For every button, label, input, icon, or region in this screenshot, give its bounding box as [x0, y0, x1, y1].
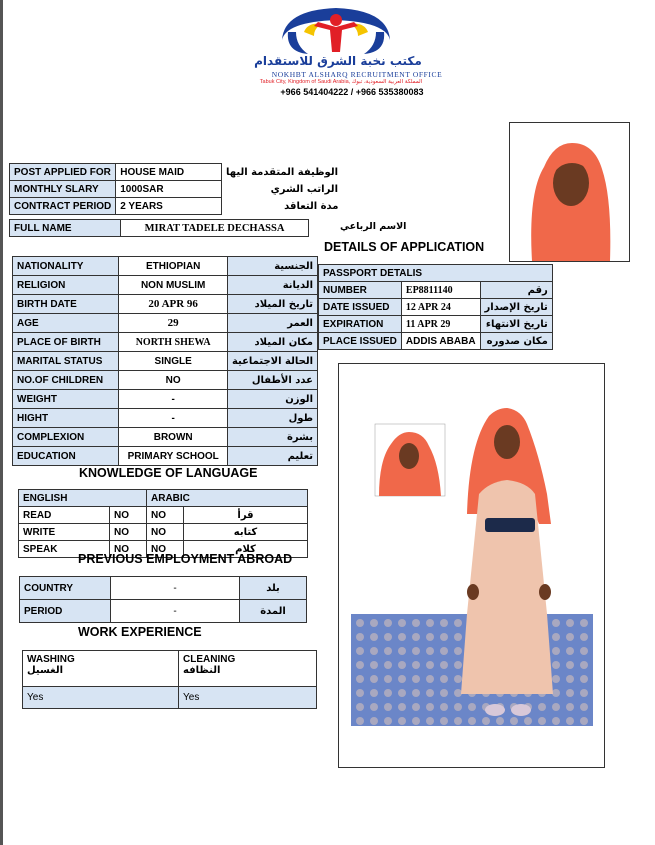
personal-row: [13, 276, 318, 295]
personal-value: 29: [119, 314, 228, 333]
personal-row: [13, 447, 318, 466]
personal-label: EDUCATION: [13, 447, 119, 466]
job-row: [10, 164, 343, 181]
employment-table: [19, 576, 307, 623]
passport-label: EXPIRATION: [319, 316, 402, 333]
personal-arabic: الديانة: [227, 276, 317, 295]
passport-value: ADDIS ABABA: [401, 333, 480, 350]
experience-ar: الغسيل: [27, 665, 64, 676]
language-row: [19, 524, 308, 541]
personal-row: [13, 333, 318, 352]
passport-title: PASSPORT DETALIS: [319, 265, 553, 282]
personal-label: COMPLEXION: [13, 428, 119, 447]
language-arabic-label: كلام: [184, 541, 308, 558]
language-english: NO: [110, 507, 147, 524]
personal-arabic: عدد الأطفال: [227, 371, 317, 390]
experience-value: Yes: [179, 687, 317, 709]
personal-arabic: مكان الميلاد: [227, 333, 317, 352]
job-arabic: الوظيفة المتقدمة اليها: [222, 164, 343, 181]
passport-row: [319, 316, 553, 333]
full-body-photo: [338, 363, 605, 768]
passport-row: [319, 333, 553, 350]
employment-value: -: [111, 577, 240, 600]
passport-value: 12 APR 24: [401, 299, 480, 316]
location-english: Tabuk City, Kingdom of Saudi Arabia: [259, 79, 349, 85]
experience-value: Yes: [23, 687, 179, 709]
personal-label: NO.OF CHILDREN: [13, 371, 119, 390]
personal-value: NO: [119, 371, 228, 390]
language-english: NO: [110, 541, 147, 558]
experience-value-row: [23, 687, 317, 709]
language-arabic: NO: [147, 507, 184, 524]
personal-row: [13, 314, 318, 333]
job-value: 1000SAR: [116, 181, 222, 198]
personal-row: [13, 409, 318, 428]
details-heading: DETAILS OF APPLICATION: [324, 240, 485, 254]
language-heading: KNOWLEDGE OF LANGUAGE: [79, 466, 258, 480]
passport-row: [319, 282, 553, 299]
personal-row: [13, 295, 318, 314]
passport-title-row: [319, 265, 553, 282]
employment-label: COUNTRY: [20, 577, 111, 600]
personal-row: [13, 352, 318, 371]
personal-value: -: [119, 390, 228, 409]
personal-label: MARITAL STATUS: [13, 352, 119, 371]
personal-row: [13, 390, 318, 409]
job-table: [9, 163, 343, 215]
employment-arabic: المدة: [240, 600, 307, 623]
language-arabic-label: قرأ: [184, 507, 308, 524]
language-arabic: NO: [147, 524, 184, 541]
personal-label: HIGHT: [13, 409, 119, 428]
employment-row: [20, 577, 307, 600]
passport-table: [318, 264, 553, 350]
language-col-arabic: ARABIC: [147, 490, 308, 507]
personal-arabic: تاريخ الميلاد: [227, 295, 317, 314]
personal-row: [13, 371, 318, 390]
passport-label: PLACE ISSUED: [319, 333, 402, 350]
personal-row: [13, 257, 318, 276]
personal-value: NORTH SHEWA: [119, 333, 228, 352]
passport-photo: [509, 122, 630, 262]
experience-heading: WORK EXPERIENCE: [78, 625, 202, 639]
passport-arabic: مكان صدوره: [480, 333, 552, 350]
personal-label: NATIONALITY: [13, 257, 119, 276]
personal-arabic: الوزن: [227, 390, 317, 409]
employment-heading: PREVIOUS EMPLOYMENT ABROAD: [78, 552, 293, 566]
employment-arabic: بلد: [240, 577, 307, 600]
job-arabic: الراتب الشري: [222, 181, 343, 198]
language-label: SPEAK: [19, 541, 110, 558]
personal-value: BROWN: [119, 428, 228, 447]
company-arabic-name: مكتب نخبة الشرق للاستقدام: [254, 54, 422, 68]
passport-arabic: تاريخ الانتهاء: [480, 316, 552, 333]
location-arabic: المملكة العربية السعودية، تبوك: [351, 79, 423, 85]
personal-label: PLACE OF BIRTH: [13, 333, 119, 352]
passport-value: 11 APR 29: [401, 316, 480, 333]
inset-portrait: [375, 424, 445, 496]
page-left-border: [0, 0, 3, 845]
full-name-value: MIRAT TADELE DECHASSA: [121, 220, 309, 237]
language-english: NO: [110, 524, 147, 541]
passport-label: NUMBER: [319, 282, 402, 299]
personal-arabic: العمر: [227, 314, 317, 333]
passport-value: EP8811140: [401, 282, 480, 299]
company-location: Tabuk City, Kingdom of Saudi Arabia, المملكة العربية السعودية، تبوك: [259, 79, 423, 85]
personal-value: SINGLE: [119, 352, 228, 371]
personal-row: [13, 428, 318, 447]
full-name-table: [9, 219, 309, 237]
personal-label: WEIGHT: [13, 390, 119, 409]
company-logo: [274, 2, 398, 62]
personal-arabic: الجنسية: [227, 257, 317, 276]
language-arabic-label: كتابه: [184, 524, 308, 541]
personal-arabic: الحالة الاجتماعية: [227, 352, 317, 371]
experience-en: CLEANING: [183, 654, 236, 665]
company-phones: +966 541404222 / +966 535380083: [280, 87, 424, 97]
language-table: [18, 489, 308, 558]
personal-value: NON MUSLIM: [119, 276, 228, 295]
passport-arabic: تاريخ الإصدار: [480, 299, 552, 316]
language-row: [19, 507, 308, 524]
full-name-label: FULL NAME: [10, 220, 121, 237]
job-value: HOUSE MAID: [116, 164, 222, 181]
job-arabic: مدة التعاقد: [222, 198, 343, 215]
job-row: [10, 181, 343, 198]
experience-table: [22, 650, 317, 709]
language-col-english: ENGLISH: [19, 490, 147, 507]
experience-ar: النظافه: [183, 665, 221, 676]
company-english-name: NOKHBT ALSHARQ RECRUITMENT OFFICE: [271, 70, 443, 79]
employment-row: [20, 600, 307, 623]
passport-row: [319, 299, 553, 316]
job-row: [10, 198, 343, 215]
personal-value: PRIMARY SCHOOL: [119, 447, 228, 466]
experience-header-row: [23, 651, 317, 687]
employment-value: -: [111, 600, 240, 623]
personal-arabic: بشرة: [227, 428, 317, 447]
experience-col-cleaning: [179, 651, 317, 687]
job-label: MONTHLY SLARY: [10, 181, 116, 198]
language-label: WRITE: [19, 524, 110, 541]
personal-value: 20 APR 96: [119, 295, 228, 314]
employment-label: PERIOD: [20, 600, 111, 623]
language-label: READ: [19, 507, 110, 524]
job-value: 2 YEARS: [116, 198, 222, 215]
personal-label: AGE: [13, 314, 119, 333]
personal-details-table: [12, 256, 318, 466]
personal-value: -: [119, 409, 228, 428]
language-arabic: NO: [147, 541, 184, 558]
passport-label: DATE ISSUED: [319, 299, 402, 316]
experience-en: WASHING: [27, 654, 75, 665]
personal-arabic: طول: [227, 409, 317, 428]
personal-label: BIRTH DATE: [13, 295, 119, 314]
full-name-arabic: الاسم الرباعي: [340, 221, 407, 232]
personal-arabic: تعليم: [227, 447, 317, 466]
personal-label: RELIGION: [13, 276, 119, 295]
language-header-row: [19, 490, 308, 507]
job-label: CONTRACT PERIOD: [10, 198, 116, 215]
personal-value: ETHIOPIAN: [119, 257, 228, 276]
experience-col-washing: [23, 651, 179, 687]
passport-arabic: رقم: [480, 282, 552, 299]
job-label: POST APPLIED FOR: [10, 164, 116, 181]
